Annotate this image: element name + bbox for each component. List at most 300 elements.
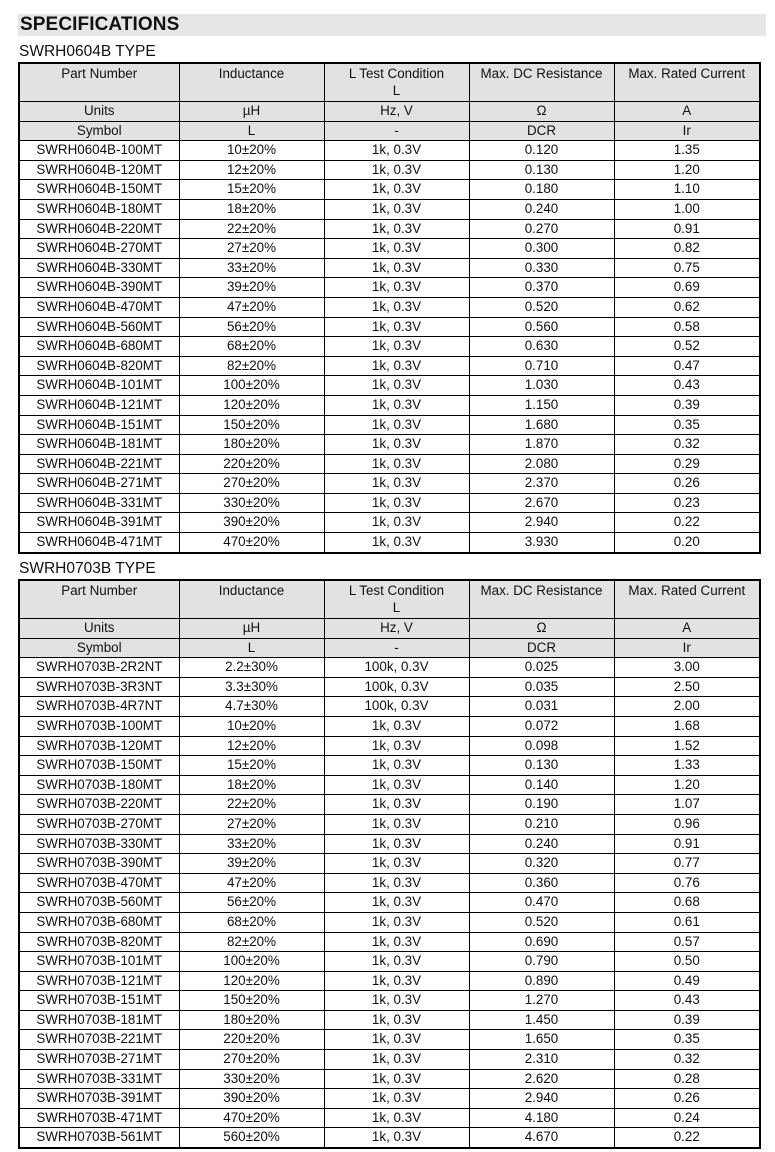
header-test-condition: [324, 580, 469, 619]
table-row: [19, 258, 760, 278]
cell-dcr: 0.120: [469, 141, 614, 161]
cell-dcr: 0.270: [469, 219, 614, 239]
table-row: [19, 1010, 760, 1030]
cell-test-condition: 1k, 0.3V: [324, 932, 469, 952]
spec-table-0703b: [18, 579, 761, 1149]
cell-part-number: SWRH0604B-390MT: [19, 278, 179, 298]
cell-part-number: SWRH0604B-391MT: [19, 513, 179, 533]
cell-part-number: SWRH0604B-470MT: [19, 297, 179, 317]
symbol-row: [19, 638, 760, 658]
cell-dcr: 0.072: [469, 716, 614, 736]
table-row: [19, 1089, 760, 1109]
table-row: [19, 1030, 760, 1050]
units-dcr: Ω: [469, 619, 614, 639]
cell-test-condition: 1k, 0.3V: [324, 1010, 469, 1030]
cell-inductance: 3.3±30%: [179, 677, 324, 697]
table-body: [19, 658, 760, 1148]
cell-test-condition: 1k, 0.3V: [324, 317, 469, 337]
table-row: [19, 474, 760, 494]
table-row: [19, 239, 760, 259]
cell-current: 2.00: [614, 697, 760, 717]
cell-current: 0.91: [614, 219, 760, 239]
cell-inductance: 18±20%: [179, 775, 324, 795]
cell-current: 0.49: [614, 971, 760, 991]
symbol-inductance: L: [179, 121, 324, 141]
header-current: Max. Rated Current: [614, 63, 760, 102]
cell-current: 2.50: [614, 677, 760, 697]
symbol-dcr: DCR: [469, 121, 614, 141]
cell-test-condition: 1k, 0.3V: [324, 493, 469, 513]
cell-test-condition: 1k, 0.3V: [324, 1108, 469, 1128]
header-test-condition-sub: L: [392, 83, 401, 98]
cell-inductance: 12±20%: [179, 160, 324, 180]
cell-dcr: 2.620: [469, 1069, 614, 1089]
table-row: [19, 873, 760, 893]
table-row: [19, 278, 760, 298]
cell-current: 0.52: [614, 337, 760, 357]
table-body: [19, 141, 760, 553]
cell-dcr: 2.080: [469, 454, 614, 474]
cell-part-number: SWRH0703B-181MT: [19, 1010, 179, 1030]
type-label-0604b: SWRH0604B TYPE: [19, 43, 156, 60]
units-inductance: µH: [179, 102, 324, 122]
cell-part-number: SWRH0703B-121MT: [19, 971, 179, 991]
cell-part-number: SWRH0703B-4R7NT: [19, 697, 179, 717]
cell-part-number: SWRH0703B-560MT: [19, 893, 179, 913]
cell-dcr: 0.560: [469, 317, 614, 337]
cell-dcr: 0.360: [469, 873, 614, 893]
header-part-number: Part Number: [19, 580, 179, 619]
cell-part-number: SWRH0703B-221MT: [19, 1030, 179, 1050]
cell-dcr: 1.450: [469, 1010, 614, 1030]
table-row: [19, 317, 760, 337]
cell-current: 0.39: [614, 395, 760, 415]
cell-inductance: 100±20%: [179, 376, 324, 396]
cell-dcr: 0.240: [469, 834, 614, 854]
cell-current: 0.77: [614, 854, 760, 874]
cell-part-number: SWRH0604B-100MT: [19, 141, 179, 161]
cell-dcr: 0.140: [469, 775, 614, 795]
cell-current: 0.69: [614, 278, 760, 298]
cell-current: 1.20: [614, 160, 760, 180]
cell-test-condition: 1k, 0.3V: [324, 1069, 469, 1089]
header-row: [19, 580, 760, 619]
cell-dcr: 0.300: [469, 239, 614, 259]
header-row: [19, 63, 760, 102]
cell-part-number: SWRH0604B-121MT: [19, 395, 179, 415]
cell-inductance: 180±20%: [179, 1010, 324, 1030]
cell-inductance: 18±20%: [179, 199, 324, 219]
table-row: [19, 395, 760, 415]
cell-current: 0.23: [614, 493, 760, 513]
cell-part-number: SWRH0703B-390MT: [19, 854, 179, 874]
cell-test-condition: 100k, 0.3V: [324, 658, 469, 678]
table-row: [19, 513, 760, 533]
cell-part-number: SWRH0604B-471MT: [19, 533, 179, 553]
cell-test-condition: 1k, 0.3V: [324, 533, 469, 553]
cell-test-condition: 1k, 0.3V: [324, 736, 469, 756]
cell-test-condition: 1k, 0.3V: [324, 474, 469, 494]
table-row: [19, 658, 760, 678]
cell-dcr: 1.270: [469, 991, 614, 1011]
symbol-row: [19, 121, 760, 141]
symbol-current: Ir: [614, 121, 760, 141]
table-row: [19, 854, 760, 874]
header-current: Max. Rated Current: [614, 580, 760, 619]
cell-inductance: 120±20%: [179, 395, 324, 415]
cell-test-condition: 1k, 0.3V: [324, 971, 469, 991]
cell-current: 0.29: [614, 454, 760, 474]
cell-inductance: 560±20%: [179, 1128, 324, 1148]
table-row: [19, 677, 760, 697]
units-row: [19, 619, 760, 639]
table-row: [19, 454, 760, 474]
cell-inductance: 12±20%: [179, 736, 324, 756]
cell-current: 0.24: [614, 1108, 760, 1128]
cell-inductance: 33±20%: [179, 834, 324, 854]
cell-current: 0.76: [614, 873, 760, 893]
cell-dcr: 0.370: [469, 278, 614, 298]
table-row: [19, 1128, 760, 1148]
cell-part-number: SWRH0703B-150MT: [19, 756, 179, 776]
cell-inductance: 220±20%: [179, 454, 324, 474]
symbol-inductance: L: [179, 638, 324, 658]
cell-part-number: SWRH0604B-271MT: [19, 474, 179, 494]
table-row: [19, 180, 760, 200]
cell-dcr: 0.098: [469, 736, 614, 756]
cell-part-number: SWRH0703B-331MT: [19, 1069, 179, 1089]
cell-inductance: 120±20%: [179, 971, 324, 991]
cell-dcr: 2.670: [469, 493, 614, 513]
cell-test-condition: 1k, 0.3V: [324, 258, 469, 278]
table-row: [19, 1050, 760, 1070]
header-test-condition: [324, 63, 469, 102]
table-row: [19, 756, 760, 776]
cell-part-number: SWRH0703B-270MT: [19, 814, 179, 834]
cell-part-number: SWRH0604B-220MT: [19, 219, 179, 239]
cell-test-condition: 1k, 0.3V: [324, 854, 469, 874]
cell-dcr: 2.940: [469, 1089, 614, 1109]
symbol-label: Symbol: [19, 121, 179, 141]
cell-current: 1.00: [614, 199, 760, 219]
cell-test-condition: 1k, 0.3V: [324, 415, 469, 435]
cell-test-condition: 1k, 0.3V: [324, 160, 469, 180]
header-part-number: Part Number: [19, 63, 179, 102]
cell-inductance: 220±20%: [179, 1030, 324, 1050]
cell-inductance: 10±20%: [179, 716, 324, 736]
cell-inductance: 39±20%: [179, 278, 324, 298]
cell-part-number: SWRH0703B-680MT: [19, 912, 179, 932]
cell-inductance: 390±20%: [179, 1089, 324, 1109]
table-row: [19, 297, 760, 317]
cell-dcr: 0.180: [469, 180, 614, 200]
cell-inductance: 27±20%: [179, 814, 324, 834]
cell-inductance: 470±20%: [179, 533, 324, 553]
cell-inductance: 10±20%: [179, 141, 324, 161]
cell-dcr: 1.650: [469, 1030, 614, 1050]
cell-inductance: 150±20%: [179, 415, 324, 435]
table-row: [19, 834, 760, 854]
cell-part-number: SWRH0703B-151MT: [19, 991, 179, 1011]
cell-inductance: 4.7±30%: [179, 697, 324, 717]
cell-part-number: SWRH0604B-330MT: [19, 258, 179, 278]
cell-current: 3.00: [614, 658, 760, 678]
cell-dcr: 1.030: [469, 376, 614, 396]
cell-dcr: 0.890: [469, 971, 614, 991]
cell-test-condition: 1k, 0.3V: [324, 376, 469, 396]
cell-dcr: 0.240: [469, 199, 614, 219]
cell-inductance: 22±20%: [179, 219, 324, 239]
header-inductance: Inductance: [179, 580, 324, 619]
header-test-condition-label: L Test Condition: [348, 66, 445, 81]
cell-current: 0.58: [614, 317, 760, 337]
cell-part-number: SWRH0703B-470MT: [19, 873, 179, 893]
table-row: [19, 795, 760, 815]
table-row: [19, 952, 760, 972]
units-dcr: Ω: [469, 102, 614, 122]
cell-test-condition: 1k, 0.3V: [324, 1128, 469, 1148]
cell-inductance: 390±20%: [179, 513, 324, 533]
cell-test-condition: 1k, 0.3V: [324, 199, 469, 219]
cell-test-condition: 1k, 0.3V: [324, 795, 469, 815]
cell-part-number: SWRH0604B-331MT: [19, 493, 179, 513]
cell-test-condition: 1k, 0.3V: [324, 454, 469, 474]
cell-current: 1.33: [614, 756, 760, 776]
cell-test-condition: 1k, 0.3V: [324, 1089, 469, 1109]
cell-test-condition: 1k, 0.3V: [324, 395, 469, 415]
cell-inductance: 39±20%: [179, 854, 324, 874]
cell-inductance: 15±20%: [179, 180, 324, 200]
cell-current: 0.32: [614, 1050, 760, 1070]
cell-inductance: 56±20%: [179, 893, 324, 913]
cell-test-condition: 1k, 0.3V: [324, 893, 469, 913]
units-test: Hz, V: [324, 102, 469, 122]
cell-test-condition: 1k, 0.3V: [324, 239, 469, 259]
type-label-0703b: SWRH0703B TYPE: [19, 560, 156, 577]
units-inductance: µH: [179, 619, 324, 639]
cell-inductance: 68±20%: [179, 337, 324, 357]
cell-part-number: SWRH0604B-181MT: [19, 435, 179, 455]
cell-part-number: SWRH0703B-271MT: [19, 1050, 179, 1070]
cell-inductance: 15±20%: [179, 756, 324, 776]
table-row: [19, 736, 760, 756]
cell-part-number: SWRH0604B-101MT: [19, 376, 179, 396]
cell-dcr: 0.330: [469, 258, 614, 278]
cell-current: 0.43: [614, 376, 760, 396]
cell-test-condition: 1k, 0.3V: [324, 180, 469, 200]
cell-test-condition: 1k, 0.3V: [324, 1050, 469, 1070]
cell-part-number: SWRH0604B-221MT: [19, 454, 179, 474]
cell-part-number: SWRH0703B-3R3NT: [19, 677, 179, 697]
cell-dcr: 4.670: [469, 1128, 614, 1148]
header-dcr: Max. DC Resistance: [469, 63, 614, 102]
cell-test-condition: 1k, 0.3V: [324, 435, 469, 455]
cell-current: 1.52: [614, 736, 760, 756]
cell-current: 0.96: [614, 814, 760, 834]
units-current: A: [614, 619, 760, 639]
cell-test-condition: 1k, 0.3V: [324, 716, 469, 736]
cell-dcr: 0.035: [469, 677, 614, 697]
cell-dcr: 1.680: [469, 415, 614, 435]
symbol-test: -: [324, 638, 469, 658]
cell-current: 0.28: [614, 1069, 760, 1089]
spec-table-0604b: [18, 62, 761, 554]
cell-test-condition: 1k, 0.3V: [324, 1030, 469, 1050]
units-row: [19, 102, 760, 122]
cell-current: 0.47: [614, 356, 760, 376]
cell-current: 1.07: [614, 795, 760, 815]
cell-current: 0.22: [614, 513, 760, 533]
cell-dcr: 0.130: [469, 756, 614, 776]
cell-test-condition: 100k, 0.3V: [324, 677, 469, 697]
page-title: SPECIFICATIONS: [20, 14, 180, 35]
cell-dcr: 0.790: [469, 952, 614, 972]
cell-test-condition: 1k, 0.3V: [324, 337, 469, 357]
cell-current: 0.75: [614, 258, 760, 278]
units-label: Units: [19, 102, 179, 122]
table-row: [19, 1069, 760, 1089]
cell-dcr: 2.310: [469, 1050, 614, 1070]
symbol-test: -: [324, 121, 469, 141]
units-test: Hz, V: [324, 619, 469, 639]
cell-part-number: SWRH0703B-220MT: [19, 795, 179, 815]
cell-part-number: SWRH0703B-100MT: [19, 716, 179, 736]
cell-current: 0.32: [614, 435, 760, 455]
cell-dcr: 0.520: [469, 912, 614, 932]
cell-current: 0.61: [614, 912, 760, 932]
cell-inductance: 68±20%: [179, 912, 324, 932]
cell-current: 1.35: [614, 141, 760, 161]
table-row: [19, 160, 760, 180]
table-row: [19, 219, 760, 239]
cell-current: 0.50: [614, 952, 760, 972]
cell-part-number: SWRH0604B-180MT: [19, 199, 179, 219]
cell-dcr: 1.870: [469, 435, 614, 455]
cell-part-number: SWRH0703B-561MT: [19, 1128, 179, 1148]
cell-current: 0.43: [614, 991, 760, 1011]
cell-test-condition: 1k, 0.3V: [324, 219, 469, 239]
cell-inductance: 82±20%: [179, 932, 324, 952]
cell-test-condition: 1k, 0.3V: [324, 756, 469, 776]
cell-test-condition: 1k, 0.3V: [324, 278, 469, 298]
cell-dcr: 4.180: [469, 1108, 614, 1128]
cell-part-number: SWRH0703B-101MT: [19, 952, 179, 972]
cell-current: 1.10: [614, 180, 760, 200]
cell-current: 0.39: [614, 1010, 760, 1030]
cell-part-number: SWRH0703B-820MT: [19, 932, 179, 952]
cell-part-number: SWRH0604B-120MT: [19, 160, 179, 180]
table-row: [19, 991, 760, 1011]
cell-dcr: 0.710: [469, 356, 614, 376]
cell-test-condition: 1k, 0.3V: [324, 991, 469, 1011]
table-row: [19, 435, 760, 455]
header-inductance: Inductance: [179, 63, 324, 102]
cell-inductance: 22±20%: [179, 795, 324, 815]
cell-inductance: 82±20%: [179, 356, 324, 376]
cell-current: 0.26: [614, 474, 760, 494]
symbol-current: Ir: [614, 638, 760, 658]
cell-dcr: 0.210: [469, 814, 614, 834]
cell-current: 0.68: [614, 893, 760, 913]
cell-current: 0.57: [614, 932, 760, 952]
cell-inductance: 180±20%: [179, 435, 324, 455]
cell-part-number: SWRH0703B-391MT: [19, 1089, 179, 1109]
cell-current: 0.91: [614, 834, 760, 854]
cell-test-condition: 100k, 0.3V: [324, 697, 469, 717]
cell-test-condition: 1k, 0.3V: [324, 513, 469, 533]
cell-current: 0.82: [614, 239, 760, 259]
symbol-dcr: DCR: [469, 638, 614, 658]
table-row: [19, 971, 760, 991]
table-row: [19, 775, 760, 795]
cell-test-condition: 1k, 0.3V: [324, 356, 469, 376]
table-row: [19, 1108, 760, 1128]
cell-test-condition: 1k, 0.3V: [324, 775, 469, 795]
cell-inductance: 27±20%: [179, 239, 324, 259]
table-row: [19, 912, 760, 932]
cell-dcr: 0.690: [469, 932, 614, 952]
cell-inductance: 270±20%: [179, 1050, 324, 1070]
cell-inductance: 270±20%: [179, 474, 324, 494]
cell-dcr: 0.630: [469, 337, 614, 357]
cell-current: 0.35: [614, 415, 760, 435]
cell-current: 1.20: [614, 775, 760, 795]
table-row: [19, 493, 760, 513]
table-row: [19, 932, 760, 952]
units-label: Units: [19, 619, 179, 639]
cell-dcr: 0.130: [469, 160, 614, 180]
header-test-condition-label: L Test Condition: [348, 583, 445, 598]
units-current: A: [614, 102, 760, 122]
cell-dcr: 2.940: [469, 513, 614, 533]
cell-current: 0.35: [614, 1030, 760, 1050]
cell-part-number: SWRH0703B-471MT: [19, 1108, 179, 1128]
cell-dcr: 0.190: [469, 795, 614, 815]
table-row: [19, 716, 760, 736]
header-dcr: Max. DC Resistance: [469, 580, 614, 619]
cell-part-number: SWRH0604B-820MT: [19, 356, 179, 376]
table-row: [19, 697, 760, 717]
table-row: [19, 415, 760, 435]
table-row: [19, 141, 760, 161]
cell-dcr: 1.150: [469, 395, 614, 415]
cell-dcr: 2.370: [469, 474, 614, 494]
cell-part-number: SWRH0604B-150MT: [19, 180, 179, 200]
cell-test-condition: 1k, 0.3V: [324, 912, 469, 932]
cell-part-number: SWRH0604B-560MT: [19, 317, 179, 337]
cell-inductance: 47±20%: [179, 297, 324, 317]
cell-test-condition: 1k, 0.3V: [324, 141, 469, 161]
symbol-label: Symbol: [19, 638, 179, 658]
cell-part-number: SWRH0703B-120MT: [19, 736, 179, 756]
cell-inductance: 150±20%: [179, 991, 324, 1011]
cell-inductance: 47±20%: [179, 873, 324, 893]
cell-current: 1.68: [614, 716, 760, 736]
header-test-condition-sub: L: [392, 600, 401, 615]
cell-dcr: 3.930: [469, 533, 614, 553]
cell-part-number: SWRH0604B-270MT: [19, 239, 179, 259]
cell-inductance: 2.2±30%: [179, 658, 324, 678]
cell-current: 0.22: [614, 1128, 760, 1148]
cell-inductance: 330±20%: [179, 1069, 324, 1089]
cell-current: 0.20: [614, 533, 760, 553]
cell-test-condition: 1k, 0.3V: [324, 814, 469, 834]
cell-dcr: 0.320: [469, 854, 614, 874]
cell-test-condition: 1k, 0.3V: [324, 834, 469, 854]
table-row: [19, 376, 760, 396]
cell-dcr: 0.470: [469, 893, 614, 913]
table-row: [19, 337, 760, 357]
